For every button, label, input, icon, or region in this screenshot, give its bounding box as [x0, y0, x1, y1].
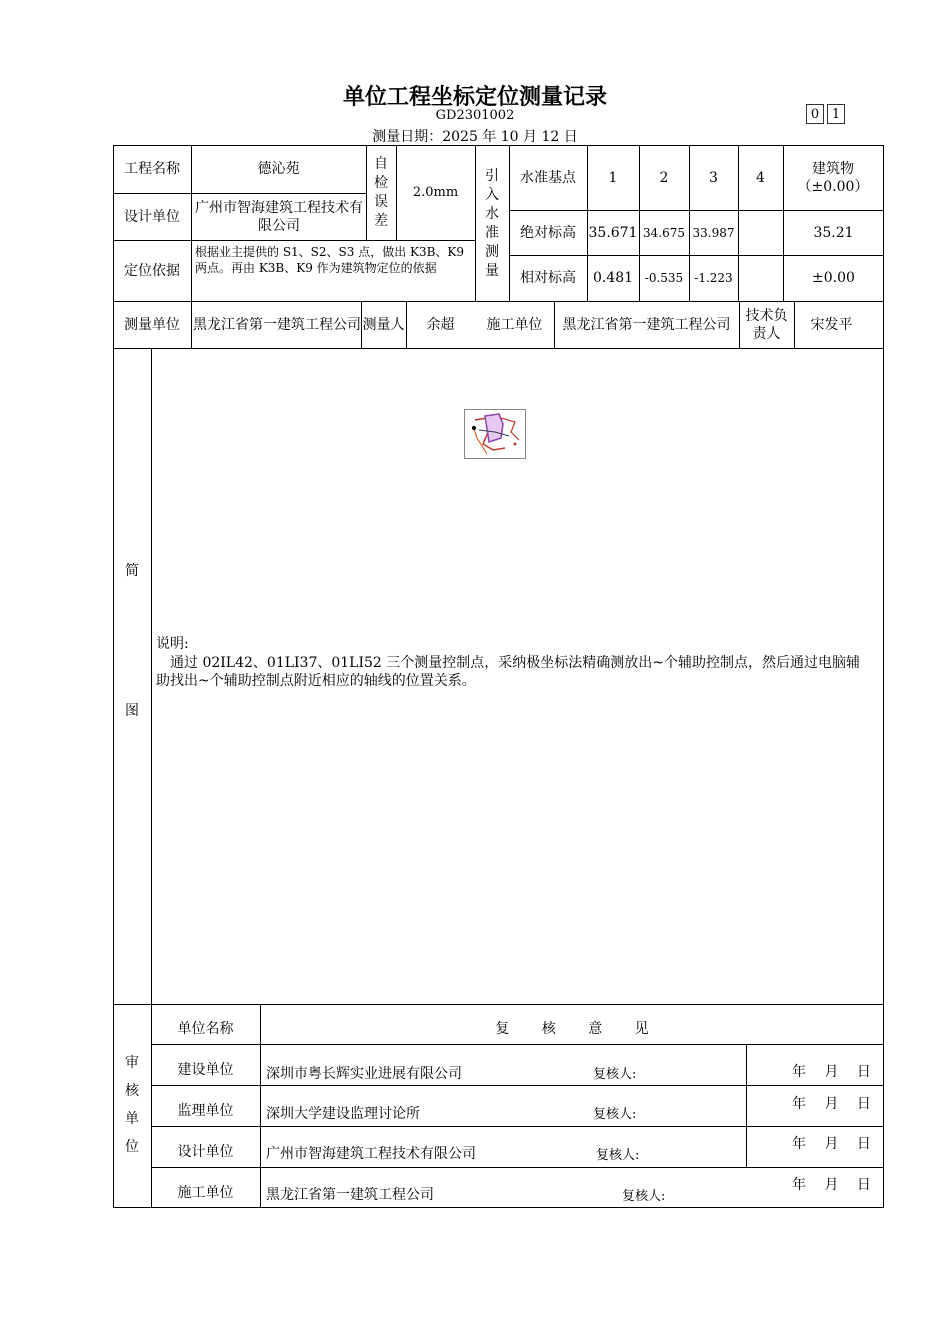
relative-building: ±0.00: [812, 270, 855, 286]
design-unit: 广州市智海建筑工程技术有限公司: [195, 199, 363, 234]
relative-elevation-label: 相对标高: [520, 270, 576, 286]
benchmark-col-3: 3: [709, 169, 718, 186]
absolute-elevation-label: 绝对标高: [520, 224, 576, 241]
absolute-value-2: 34.675: [643, 225, 685, 240]
opinion-label: 复 核 意 见: [495, 1021, 649, 1037]
review-side-label: 单: [125, 1111, 139, 1127]
project-name-label: 工程名称: [124, 161, 180, 177]
page-digit-box: 1: [827, 104, 845, 124]
surveyor-label: 测量人: [362, 316, 405, 333]
review-role: 监理单位: [177, 1103, 234, 1119]
review-unit: 广州市智海建筑工程技术有限公司: [266, 1146, 476, 1162]
benchmark-label: 水准基点: [520, 169, 576, 186]
review-unit: 黑龙江省第一建筑工程公司: [266, 1187, 434, 1203]
survey-date: 测量日期：2025 年 10 月 12 日: [372, 129, 578, 145]
sketch-side-label: 简: [125, 563, 139, 579]
review-role: 设计单位: [177, 1144, 234, 1160]
review-side-label: 位: [125, 1139, 139, 1155]
design-unit-label: 设计单位: [124, 208, 180, 225]
absolute-value-1: 35.671: [588, 224, 638, 241]
absolute-value-4: [738, 210, 783, 255]
survey-unit-label: 测量单位: [124, 316, 180, 333]
construction-unit: 黑龙江省第一建筑工程公司: [562, 316, 731, 333]
review-unit: 深圳市粤长辉实业进展有限公司: [266, 1066, 462, 1082]
basis-text: 根据业主提供的 S1、S2、S3 点，做出 K3B、K9 两点。再由 K3B、K9 作为建筑物定位的依据: [195, 245, 465, 275]
review-date: 年 月 日: [792, 1136, 871, 1152]
absolute-building: 35.21: [813, 224, 854, 241]
benchmark-col-1: 1: [608, 169, 618, 186]
relative-value-1: 0.481: [592, 270, 634, 286]
surveyor: 余超: [426, 316, 455, 333]
document-code: GD2301002: [435, 108, 515, 123]
note-title: 说明:: [156, 636, 189, 652]
site-sketch-drawing: [465, 410, 525, 458]
review-unit: 深圳大学建设监理讨论所: [266, 1106, 420, 1122]
relative-value-4: [738, 255, 783, 301]
building-label: 建筑物（±0.00）: [797, 160, 869, 195]
self-check-value: 2.0mm: [412, 185, 459, 200]
construction-unit-label: 施工单位: [486, 316, 543, 333]
leveling-label: 引入水准测量: [485, 167, 499, 279]
page-digit-box: 0: [806, 104, 824, 124]
tech-lead: 宋发平: [810, 316, 853, 333]
review-role: 建设单位: [177, 1062, 234, 1078]
absolute-value-3: 33.987: [692, 225, 735, 240]
basis-label: 定位依据: [124, 262, 180, 279]
survey-unit: 黑龙江省第一建筑工程公司: [193, 316, 361, 333]
unit-col-label: 单位名称: [177, 1021, 234, 1037]
review-side-label: 核: [125, 1083, 139, 1099]
benchmark-col-2: 2: [659, 169, 669, 186]
reviewer-label: 复核人:: [596, 1148, 640, 1163]
benchmark-col-4: 4: [756, 169, 765, 186]
tech-lead-label: 技术负责人: [745, 307, 788, 342]
reviewer-label: 复核人:: [593, 1067, 637, 1082]
relative-value-3: -1.223: [694, 271, 733, 285]
project-name: 德沁苑: [257, 161, 300, 177]
site-sketch-image: [464, 409, 526, 459]
survey-record-table: [113, 145, 884, 1208]
self-check-label: 自检误差: [374, 156, 388, 229]
reviewer-label: 复核人:: [622, 1189, 666, 1204]
review-date: 年 月 日: [792, 1096, 871, 1112]
relative-value-2: -0.535: [644, 271, 684, 285]
review-role: 施工单位: [177, 1185, 234, 1201]
reviewer-label: 复核人:: [593, 1107, 637, 1122]
review-date: 年 月 日: [792, 1177, 871, 1193]
page-title: 单位工程坐标定位测量记录: [342, 85, 607, 110]
review-side-label: 审: [125, 1055, 139, 1071]
review-date: 年 月 日: [792, 1064, 871, 1080]
note-text: 通过 02IL42、01LI37、01LI52 三个测量控制点，采纳极坐标法精确测放出~个辅助控制点，然后通过电脑辅助找出~个辅助控制点附近相应的轴线的位置关系。: [156, 655, 860, 689]
sketch-side-label: 图: [125, 703, 139, 719]
